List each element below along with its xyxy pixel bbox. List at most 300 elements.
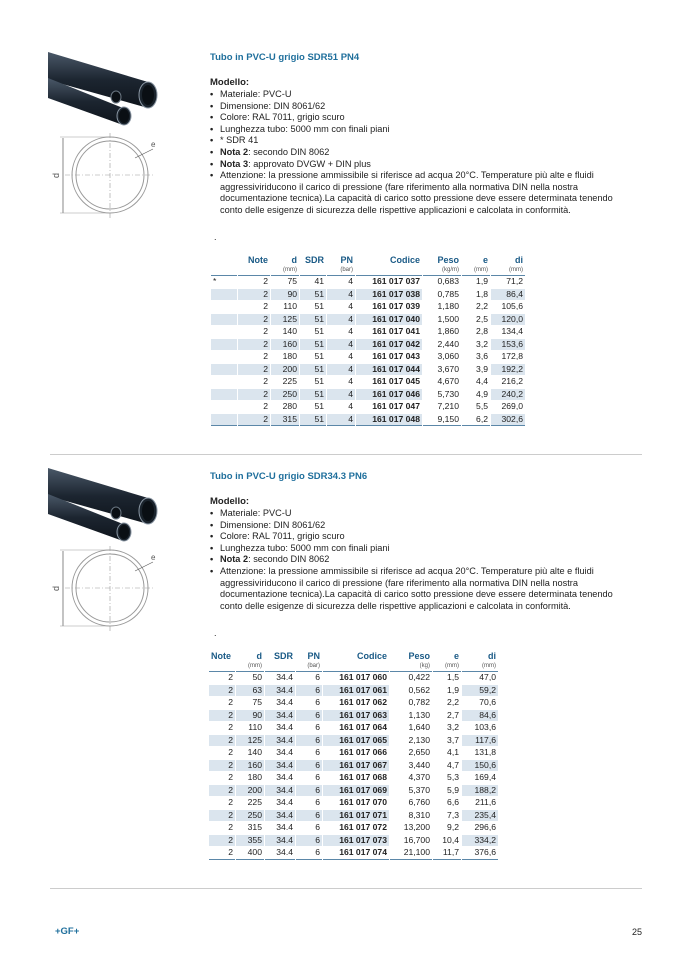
header-unit	[358, 266, 420, 274]
note-label: Nota 2	[220, 146, 249, 157]
table-cell: 34.4	[265, 835, 295, 847]
table-cell: 90	[236, 710, 264, 722]
table-row	[209, 760, 498, 772]
table-cell: 7,3	[447, 809, 459, 820]
table-row	[209, 735, 498, 747]
table-cell: 161 017 074	[323, 847, 389, 860]
table-cell	[211, 351, 237, 363]
table-cell: 161 017 066	[339, 747, 387, 757]
table-cell: 7,210	[437, 401, 459, 411]
column-header	[491, 255, 525, 274]
table-cell: 140	[247, 747, 262, 757]
pipe-photo	[48, 466, 158, 546]
header-unit: (mm)	[482, 663, 496, 669]
table-cell: 2,130	[408, 734, 430, 745]
header-unit: (bar)	[307, 663, 320, 669]
spec-text: Colore: RAL 7011, grigio scuro	[220, 112, 345, 123]
table-cell: 8,310	[408, 809, 430, 820]
table-cell: 70,6	[479, 697, 496, 707]
table-cell: 250	[236, 810, 264, 822]
table-cell: 160	[271, 339, 299, 351]
table-cell: 2	[238, 414, 270, 427]
table-cell: 75	[271, 275, 299, 288]
table-cell: 161 017 060	[323, 671, 389, 684]
table-cell: 161 017 046	[356, 389, 422, 401]
table-cell: 1,500	[437, 313, 459, 324]
table-cell: 2	[209, 760, 235, 772]
table-cell: 280	[282, 401, 297, 411]
table-cell: 120,0	[491, 314, 525, 326]
column-header	[296, 651, 322, 670]
table-cell: 225	[282, 376, 297, 386]
table-cell: 131,8	[474, 747, 496, 757]
table-cell: 1,5	[433, 671, 461, 684]
spec-item	[210, 543, 630, 555]
table-cell: 161 017 068	[339, 772, 387, 782]
table-cell: 51	[300, 414, 326, 427]
gf-logo: +GF+	[55, 926, 80, 937]
table-cell: 225	[247, 797, 262, 807]
table-cell: 4	[348, 376, 353, 386]
table-cell: 6	[315, 797, 320, 807]
header-label: di	[488, 651, 496, 661]
model-label: Modello:	[210, 77, 250, 88]
header-label: SDR	[273, 651, 293, 661]
table-cell: 3,440	[408, 759, 430, 770]
table-cell: 169,4	[474, 772, 496, 782]
table-cell: 2	[209, 710, 235, 722]
table-cell: 161 017 039	[372, 301, 420, 311]
table-cell: 2	[228, 772, 233, 782]
table-cell: 161 017 038	[356, 289, 422, 301]
table-cell: 3,2	[476, 338, 488, 349]
table-cell: 2	[209, 835, 235, 847]
table-cell: 3,7	[447, 734, 459, 745]
table-cell: 150,6	[462, 760, 498, 772]
dot-marker: .	[214, 628, 217, 638]
table-row	[209, 822, 498, 834]
spec-item	[210, 554, 630, 566]
table-cell: 161 017 073	[323, 835, 389, 847]
table-row	[209, 810, 498, 822]
table-cell: 161 017 062	[339, 697, 387, 707]
header-unit	[240, 266, 268, 274]
spec-item	[210, 520, 630, 532]
table-row	[211, 401, 525, 413]
table-cell: 161 017 065	[323, 735, 389, 747]
table-cell: 51	[314, 351, 324, 361]
table-cell: 34.4	[265, 685, 295, 697]
column-header	[300, 255, 326, 274]
table-cell: 6	[315, 772, 320, 782]
table-cell: 51	[300, 339, 326, 351]
spec-text: Materiale: PVC-U	[220, 508, 292, 518]
header-unit	[213, 261, 235, 269]
table-cell: 1,180	[437, 301, 459, 311]
spec-text: : approvato DVGW + DIN plus	[248, 158, 371, 169]
header-label: Codice	[356, 651, 387, 661]
table-cell: 334,2	[462, 835, 498, 847]
table-cell: 4,370	[408, 772, 430, 782]
header-unit: (mm)	[509, 267, 523, 273]
column-header	[327, 255, 355, 274]
table-cell: 41	[300, 275, 326, 288]
table-cell: 200	[271, 364, 299, 376]
column-header	[265, 651, 295, 670]
table-cell: 4	[327, 314, 355, 326]
table-cell: 125	[271, 314, 299, 326]
table-cell: 6,2	[462, 414, 490, 427]
table-cell: 59,2	[462, 685, 498, 697]
table-cell: 161 017 037	[356, 275, 422, 288]
table-cell: 34.4	[265, 760, 295, 772]
table-row	[211, 351, 525, 363]
spec-item	[210, 170, 630, 216]
table-cell: 125	[236, 735, 264, 747]
section-title-sdr34: Tubo in PVC-U grigio SDR34.3 PN6	[210, 471, 368, 482]
table-cell: 153,6	[491, 339, 525, 351]
spec-text: Attenzione: la pressione ammissibile si riferisce ad acqua 20°C. Temperature più alte e fluidi aggressiviriducono il carico di pressione (fare riferimento alla normativa DIN nella nostra documentazione tecnica).La capacità di carico sotto pressione deve essere determinata tenendo conto delle esigenze di sicurezza delle rispettive applicazioni e calcolata in conformità.	[220, 565, 613, 611]
table-cell: 51	[314, 326, 324, 336]
table-cell: 2	[228, 722, 233, 732]
table-cell: 86,4	[491, 289, 525, 301]
table-cell: 16,700	[403, 834, 430, 845]
table-cell: 172,8	[501, 351, 523, 361]
table-cell: 4	[327, 339, 355, 351]
header-unit: (kg/m)	[442, 267, 459, 273]
table-cell: 2,2	[476, 301, 488, 311]
table-cell: 75	[252, 697, 262, 707]
spec-item	[210, 566, 630, 612]
table-cell: 160	[236, 760, 264, 772]
svg-text:d: d	[51, 172, 61, 178]
table-cell: 2	[209, 810, 235, 822]
header-unit: (mm)	[248, 663, 262, 669]
table-cell: 2	[228, 747, 233, 757]
table-cell	[211, 289, 237, 301]
table-cell: 6	[296, 835, 322, 847]
svg-text:d: d	[51, 585, 61, 591]
table-cell: 134,4	[501, 326, 523, 336]
table-cell: 3,670	[437, 363, 459, 374]
divider	[50, 454, 642, 455]
table-row	[211, 389, 525, 401]
table-cell: 140	[282, 326, 297, 336]
table-cell: 1,8	[476, 288, 488, 299]
table-cell: 6	[315, 697, 320, 707]
table-cell	[211, 301, 237, 313]
table-cell: 2	[263, 376, 268, 386]
table-cell: 4	[327, 275, 355, 288]
spec-text: Dimensione: DIN 8061/62	[220, 519, 326, 530]
table-cell: 235,4	[462, 810, 498, 822]
pipe-photo	[48, 50, 158, 130]
table-cell: 5,730	[437, 388, 459, 399]
header-label: SDR	[304, 255, 324, 265]
table-cell: 2	[238, 364, 270, 376]
table-cell: 110	[248, 722, 262, 732]
table-cell: 6	[296, 685, 322, 697]
table-row	[209, 671, 498, 684]
header-label: di	[515, 255, 523, 265]
table-cell: 3,9	[476, 363, 488, 374]
table-cell: 161 017 047	[372, 401, 420, 411]
header-unit: (mm)	[445, 663, 459, 669]
table-cell: 1,130	[408, 709, 430, 720]
header-label: e	[482, 255, 488, 265]
svg-text:e: e	[151, 553, 156, 562]
table-cell: 103,6	[474, 722, 496, 732]
table-cell: 6,760	[408, 797, 430, 807]
spec-item	[210, 531, 630, 543]
table-cell: 9,2	[447, 822, 459, 832]
header-unit: (mm)	[283, 267, 297, 273]
table-cell: 211,6	[475, 797, 496, 807]
spec-text: Attenzione: la pressione ammissibile si riferisce ad acqua 20°C. Temperature più alte e fluidi aggressiviriducono il carico di pressione (fare riferimento alla normativa DIN nella nostra documentazione tecnica).La capacità di carico sotto pressione deve essere determinata tenendo conto delle esigenze di sicurezza delle rispettive applicazioni e calcolata in conformità.	[220, 170, 613, 215]
table-cell: 2	[228, 697, 233, 707]
table-cell: 6	[296, 847, 322, 860]
table-cell: 4	[348, 326, 353, 336]
spec-item	[210, 112, 630, 124]
spec-item	[210, 124, 630, 136]
table-cell: 0,782	[408, 697, 430, 707]
table-cell: 34.4	[276, 722, 293, 732]
header-unit	[302, 266, 324, 274]
table-cell: 180	[282, 351, 297, 361]
table-cell: 50	[236, 671, 264, 684]
header-label: Codice	[389, 255, 420, 265]
column-header	[323, 651, 389, 670]
table-cell: 4	[327, 414, 355, 427]
table-cell: 34.4	[265, 671, 295, 684]
table-cell: 6	[296, 671, 322, 684]
table-cell	[211, 401, 237, 413]
table-cell: 5,3	[447, 772, 459, 782]
table-row	[211, 414, 525, 427]
cross-section-diagram	[51, 133, 165, 223]
table-cell: 51	[300, 389, 326, 401]
table-cell: 51	[300, 289, 326, 301]
table-cell: 1,9	[462, 275, 490, 288]
table-cell: 2	[238, 389, 270, 401]
column-header	[390, 651, 432, 670]
table-cell: 2	[238, 275, 270, 288]
header-label: Note	[211, 651, 231, 661]
table-cell: 117,6	[462, 735, 498, 747]
table-cell: 110	[283, 301, 297, 311]
table-cell: 2	[209, 671, 235, 684]
table-cell: 302,6	[491, 414, 525, 427]
table-cell: 51	[314, 401, 324, 411]
dot-marker: .	[214, 232, 217, 242]
table-cell	[211, 339, 237, 351]
table-row	[211, 289, 525, 301]
table-cell: 2	[209, 785, 235, 797]
spec-item	[210, 135, 630, 147]
note-label: Nota 3	[220, 158, 249, 169]
table-cell: 4	[327, 364, 355, 376]
table-cell	[211, 326, 237, 338]
table-row	[209, 797, 498, 809]
table-row	[209, 685, 498, 697]
table-cell: 2	[238, 314, 270, 326]
column-header	[209, 651, 235, 670]
page-number: 25	[632, 927, 643, 937]
header-label: Peso	[408, 651, 430, 661]
header-label: PN	[307, 651, 320, 661]
note-label: Nota 2	[220, 554, 249, 565]
table-cell: 376,6	[462, 847, 498, 860]
header-label: Note	[248, 255, 268, 265]
table-cell: 9,150	[423, 414, 461, 427]
table-cell: 47,0	[462, 671, 498, 684]
table-cell: 6	[296, 810, 322, 822]
header-unit: (bar)	[340, 267, 353, 273]
table-cell: 51	[314, 376, 324, 386]
table-cell: 34.4	[265, 847, 295, 860]
table-cell: 400	[236, 847, 264, 860]
table-cell: 161 017 042	[356, 339, 422, 351]
table-cell: 5,9	[447, 784, 459, 795]
table-cell: 0,422	[390, 671, 432, 684]
table-cell: 2	[209, 847, 235, 860]
table-cell: 2	[238, 339, 270, 351]
spec-text: : secondo DIN 8062	[248, 554, 330, 565]
table-cell: 6	[315, 722, 320, 732]
table-cell: 4	[348, 401, 353, 411]
header-label: d	[256, 651, 262, 661]
table-cell: 0,562	[408, 684, 430, 695]
table-row	[209, 785, 498, 797]
table-cell: 6	[296, 735, 322, 747]
table-cell: 63	[236, 685, 264, 697]
spec-item	[210, 89, 630, 101]
column-header	[462, 255, 490, 274]
table-cell: 2	[209, 685, 235, 697]
table-cell: 0,683	[423, 275, 461, 288]
table-row	[209, 722, 498, 734]
table-cell: 355	[236, 835, 264, 847]
table-row	[211, 314, 525, 326]
table-cell: 34.4	[276, 822, 293, 832]
header-label: e	[453, 651, 459, 661]
table-cell: 2,8	[476, 326, 488, 336]
table-row	[209, 847, 498, 860]
table-cell: 34.4	[265, 735, 295, 747]
table-cell: 2,650	[408, 747, 430, 757]
table-cell: 161 017 070	[339, 797, 387, 807]
table-cell: 34.4	[276, 772, 293, 782]
table-cell: 6	[315, 822, 320, 832]
header-unit	[211, 662, 233, 670]
table-cell: 180	[247, 772, 262, 782]
product-table-sdr51	[210, 254, 526, 427]
table-cell: 71,2	[491, 275, 525, 288]
spec-text: Colore: RAL 7011, grigio scuro	[220, 531, 345, 542]
table-cell: 2,2	[447, 697, 459, 707]
table-cell: 1,860	[437, 326, 459, 336]
table-cell: 3,2	[447, 722, 459, 732]
header-unit: (kg)	[419, 663, 430, 669]
table-cell: 3,6	[476, 351, 488, 361]
table-cell: 11,7	[433, 847, 461, 860]
table-cell: 51	[314, 301, 324, 311]
table-row	[211, 326, 525, 338]
spec-list	[210, 89, 630, 217]
table-cell: 84,6	[462, 710, 498, 722]
table-cell: 1,640	[408, 722, 430, 732]
table-cell: 34.4	[265, 810, 295, 822]
table-cell: 21,100	[390, 847, 432, 860]
column-header	[211, 255, 237, 274]
spec-text: Materiale: PVC-U	[220, 89, 292, 99]
table-cell: 2	[228, 822, 233, 832]
table-cell: 161 017 072	[339, 822, 387, 832]
table-cell: 34.4	[276, 797, 293, 807]
column-header	[423, 255, 461, 274]
table-row	[211, 364, 525, 376]
table-cell: *	[211, 275, 237, 288]
table-cell: 34.4	[265, 785, 295, 797]
table-cell: 161 017 063	[323, 710, 389, 722]
table-row	[211, 376, 525, 388]
spec-text: Lunghezza tubo: 5000 mm con finali piani	[220, 123, 390, 134]
table-row	[211, 275, 525, 288]
table-cell: 34.4	[265, 710, 295, 722]
table-cell: 6	[296, 710, 322, 722]
table-cell: 250	[271, 389, 299, 401]
table-cell: 4,4	[476, 376, 488, 386]
table-cell: 240,2	[491, 389, 525, 401]
table-cell: 5,370	[408, 784, 430, 795]
svg-text:e: e	[151, 140, 156, 149]
table-cell: 1,9	[447, 684, 459, 695]
table-cell: 161 017 069	[323, 785, 389, 797]
table-cell: 4	[348, 301, 353, 311]
table-cell: 6	[315, 747, 320, 757]
table-cell: 161 017 043	[372, 351, 420, 361]
table-cell: 161 017 067	[323, 760, 389, 772]
table-cell: 200	[236, 785, 264, 797]
table-cell: 2	[263, 326, 268, 336]
table-cell: 2	[209, 735, 235, 747]
table-cell: 4	[348, 351, 353, 361]
table-row	[209, 747, 498, 759]
table-cell: 2	[263, 351, 268, 361]
table-cell: 10,4	[442, 834, 459, 845]
header-label: PN	[340, 255, 353, 265]
column-header	[271, 255, 299, 274]
table-cell: 51	[300, 364, 326, 376]
table-cell: 4	[327, 289, 355, 301]
table-cell: 2	[228, 797, 233, 807]
table-cell: 161 017 040	[356, 314, 422, 326]
header-unit	[267, 662, 293, 670]
table-cell	[211, 414, 237, 427]
table-row	[211, 339, 525, 351]
cross-section-diagram	[51, 546, 165, 636]
table-cell	[211, 389, 237, 401]
column-header	[238, 255, 270, 274]
spec-text: Lunghezza tubo: 5000 mm con finali piani	[220, 542, 390, 553]
table-cell: 3,060	[437, 351, 459, 361]
table-cell: 192,2	[491, 364, 525, 376]
table-cell: 6	[296, 760, 322, 772]
table-cell: 6	[296, 785, 322, 797]
table-cell: 161 017 071	[323, 810, 389, 822]
table-row	[209, 772, 498, 784]
table-cell: 269,0	[501, 401, 523, 411]
